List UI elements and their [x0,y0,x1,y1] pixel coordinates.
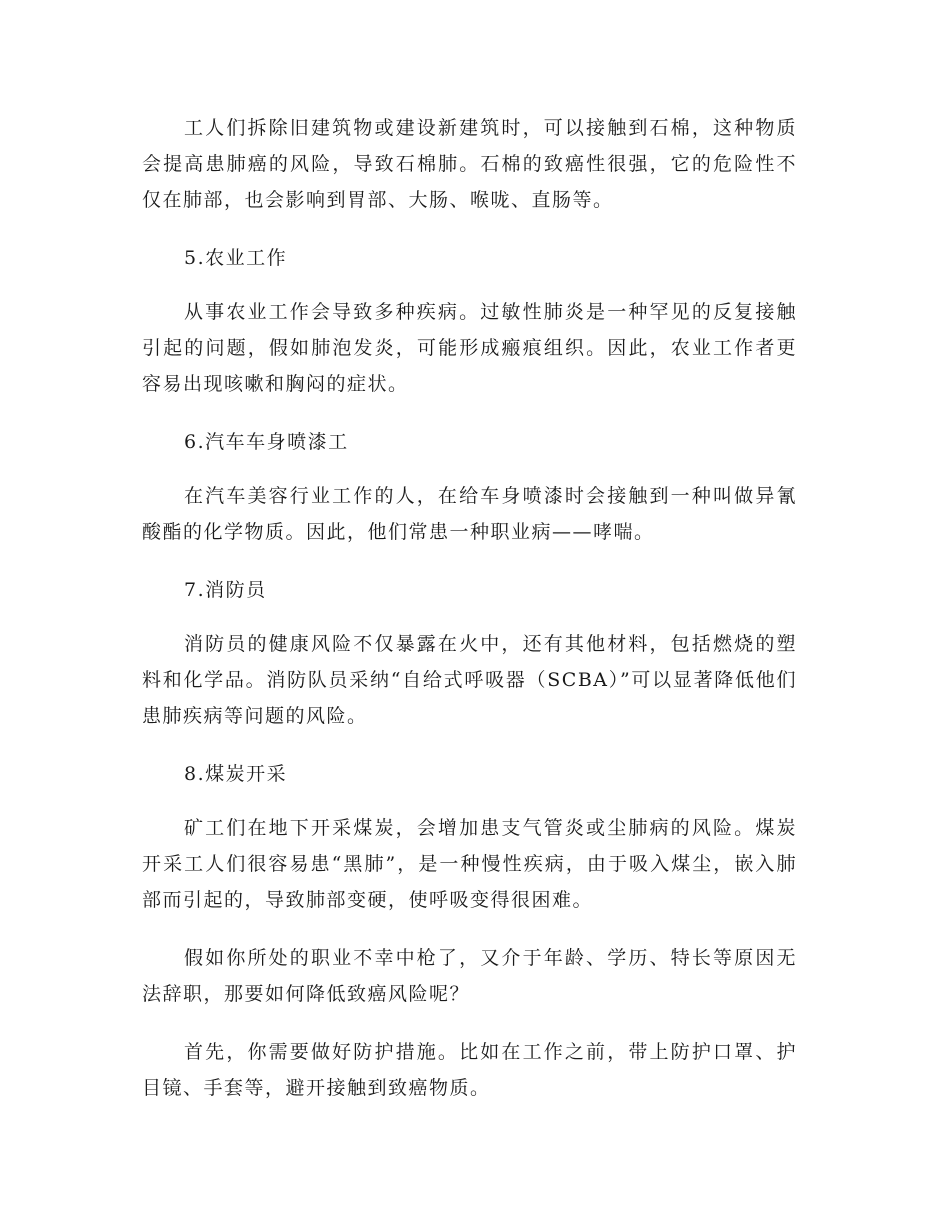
paragraph-firefighter: 消防员的健康风险不仅暴露在火中，还有其他材料，包括燃烧的塑料和化学品。消防队员采纳“自给式呼吸器（SCBA）”可以显著降低他们患肺疾病等问题的风险。 [142,633,797,727]
heading-car-painter: 6.汽车车身喷漆工 [184,431,349,453]
paragraph-car-painter: 在汽车美容行业工作的人，在给车身喷漆时会接触到一种叫做异氰酸酯的化学物质。因此，他们常患一种职业病——哮喘。 [142,485,797,543]
paragraph-question: 假如你所处的职业不幸中枪了，又介于年龄、学历、特长等原因无法辞职，那要如何降低致癌风险呢？ [142,947,797,1005]
paragraph-coal-mining: 矿工们在地下开采煤炭，会增加患支气管炎或尘肺病的风险。煤炭开采工人们很容易患“黑肺”，是一种慢性疾病，由于吸入煤尘，嵌入肺部而引起的，导致肺部变硬，使呼吸变得很困难。 [142,817,797,911]
paragraph-agriculture: 从事农业工作会导致多种疾病。过敏性肺炎是一种罕见的反复接触引起的问题，假如肺泡发炎，可能形成瘢痕组织。因此，农业工作者更容易出现咳嗽和胸闷的症状。 [142,301,797,395]
paragraph-protection: 首先，你需要做好防护措施。比如在工作之前，带上防护口罩、护目镜、手套等，避开接触到致癌物质。 [142,1041,797,1099]
heading-firefighter: 7.消防员 [184,579,267,601]
paragraph-asbestos: 工人们拆除旧建筑物或建设新建筑时，可以接触到石棉，这种物质会提高患肺癌的风险，导致石棉肺。石棉的致癌性很强，它的危险性不仅在肺部，也会影响到胃部、大肠、喉咙、直肠等。 [142,117,797,211]
heading-agriculture: 5.农业工作 [184,247,288,269]
document-body [142,110,797,1128]
heading-coal-mining: 8.煤炭开采 [184,763,288,785]
